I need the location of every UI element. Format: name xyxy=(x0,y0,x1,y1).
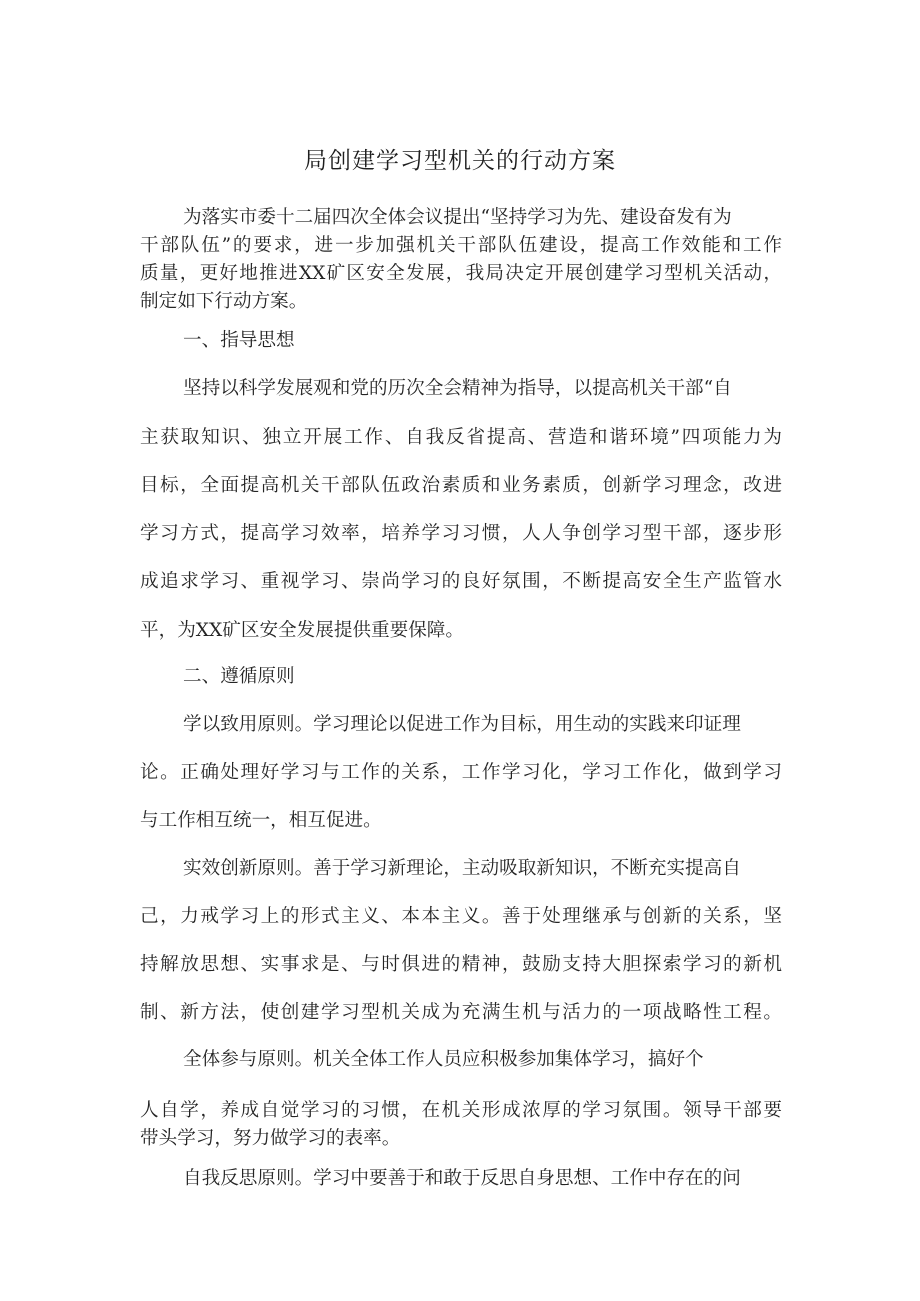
section-heading: 二、遵循原则 xyxy=(183,666,295,687)
paragraph-line: 持解放思想、实事求是、与时俱进的精神，鼓励支持大胆探索学习的新机 xyxy=(140,954,782,975)
paragraph-line: 制定如下行动方案。 xyxy=(140,291,308,312)
paragraph-line: 干部队伍”的要求，进一步加强机关干部队伍建设，提高工作效能和工作 xyxy=(140,235,782,256)
paragraph-line: 与工作相互统一，相互促进。 xyxy=(140,810,382,831)
section-heading: 一、指导思想 xyxy=(183,330,295,351)
paragraph-line: 主获取知识、独立开展工作、自我反省提高、营造和谐环境”四项能力为 xyxy=(140,427,782,448)
document-title: 局创建学习型机关的行动方案 xyxy=(304,148,616,174)
paragraph-line: 带头学习，努力做学习的表率。 xyxy=(140,1128,401,1149)
paragraph-line: 坚持以科学发展观和党的历次全会精神为指导，以提高机关干部“自 xyxy=(183,378,732,399)
paragraph-line: 全体参与原则。机关全体工作人员应积极参加集体学习，搞好个 xyxy=(183,1049,704,1070)
paragraph-line: 学以致用原则。学习理论以促进工作为目标，用生动的实践来印证理 xyxy=(183,714,741,735)
paragraph-line: 成追求学习、重视学习、崇尚学习的良好氛围，不断提高安全生产监管水 xyxy=(140,571,782,592)
paragraph-line: 制、新方法，使创建学习型机关成为充满生机与活力的一项战略性工程。 xyxy=(140,1002,782,1023)
paragraph-line: 己，力戒学习上的形式主义、本本主义。善于处理继承与创新的关系，坚 xyxy=(140,906,782,927)
paragraph-line: 自我反思原则。学习中要善于和敢于反思自身思想、工作中存在的问 xyxy=(183,1168,741,1189)
paragraph-line: 目标，全面提高机关干部队伍政治素质和业务素质，创新学习理念，改进 xyxy=(140,475,782,496)
paragraph-line: 学习方式，提高学习效率，培养学习习惯，人人争创学习型干部，逐步形 xyxy=(140,523,782,544)
paragraph-line: 质量，更好地推进XX矿区安全发展，我局决定开展创建学习型机关活动， xyxy=(140,263,782,284)
paragraph-line: 实效创新原则。善于学习新理论，主动吸取新知识，不断充实提高自 xyxy=(183,858,741,879)
paragraph-line: 人自学，养成自觉学习的习惯，在机关形成浓厚的学习氛围。领导干部要 xyxy=(140,1100,782,1121)
paragraph-line: 为落实市委十二届四次全体会议提出“坚持学习为先、建设奋发有为 xyxy=(183,207,732,228)
paragraph-line: 论。正确处理好学习与工作的关系，工作学习化，学习工作化，做到学习 xyxy=(140,762,782,783)
paragraph-line: 平，为XX矿区安全发展提供重要保障。 xyxy=(140,620,464,641)
